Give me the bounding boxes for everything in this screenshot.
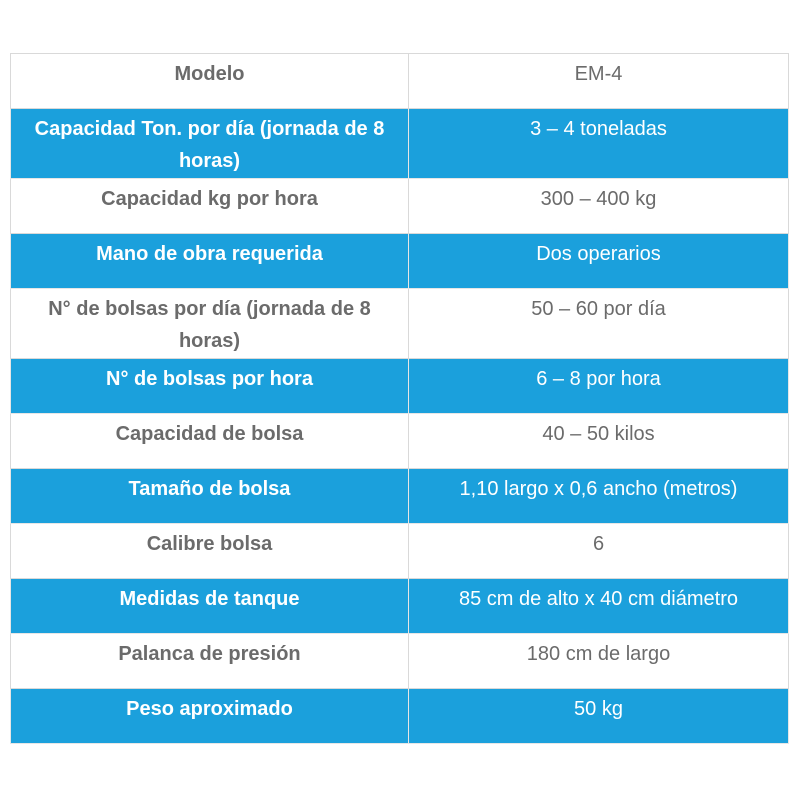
table-row (11, 234, 789, 289)
spec-table (10, 53, 789, 744)
spec-value: 50 – 60 por día (409, 289, 789, 359)
spec-value: 85 cm de alto x 40 cm diámetro (409, 579, 789, 634)
table-row (11, 579, 789, 634)
spec-value: 1,10 largo x 0,6 ancho (metros) (409, 469, 789, 524)
spec-value: 6 (409, 524, 789, 579)
table-row (11, 689, 789, 744)
spec-label: Capacidad kg por hora (11, 179, 409, 234)
spec-label: Capacidad de bolsa (11, 414, 409, 469)
spec-label: Palanca de presión (11, 634, 409, 689)
spec-label: N° de bolsas por hora (11, 359, 409, 414)
spec-label: Modelo (11, 54, 409, 109)
table-row (11, 414, 789, 469)
spec-label: Medidas de tanque (11, 579, 409, 634)
spec-value: 50 kg (409, 689, 789, 744)
table-row (11, 524, 789, 579)
spec-value: 40 – 50 kilos (409, 414, 789, 469)
spec-value: EM-4 (409, 54, 789, 109)
spec-label: Capacidad Ton. por día (jornada de 8 horas) (11, 109, 409, 179)
spec-label: Peso aproximado (11, 689, 409, 744)
table-row (11, 289, 789, 359)
spec-value: 3 – 4 toneladas (409, 109, 789, 179)
table-row (11, 634, 789, 689)
spec-label: Calibre bolsa (11, 524, 409, 579)
table-row (11, 359, 789, 414)
spec-value: 300 – 400 kg (409, 179, 789, 234)
table-row (11, 109, 789, 179)
spec-value: 180 cm de largo (409, 634, 789, 689)
table-row (11, 54, 789, 109)
spec-value: Dos operarios (409, 234, 789, 289)
table-row (11, 469, 789, 524)
table-row (11, 179, 789, 234)
spec-label: Tamaño de bolsa (11, 469, 409, 524)
spec-label: N° de bolsas por día (jornada de 8 horas) (11, 289, 409, 359)
spec-label: Mano de obra requerida (11, 234, 409, 289)
spec-value: 6 – 8 por hora (409, 359, 789, 414)
